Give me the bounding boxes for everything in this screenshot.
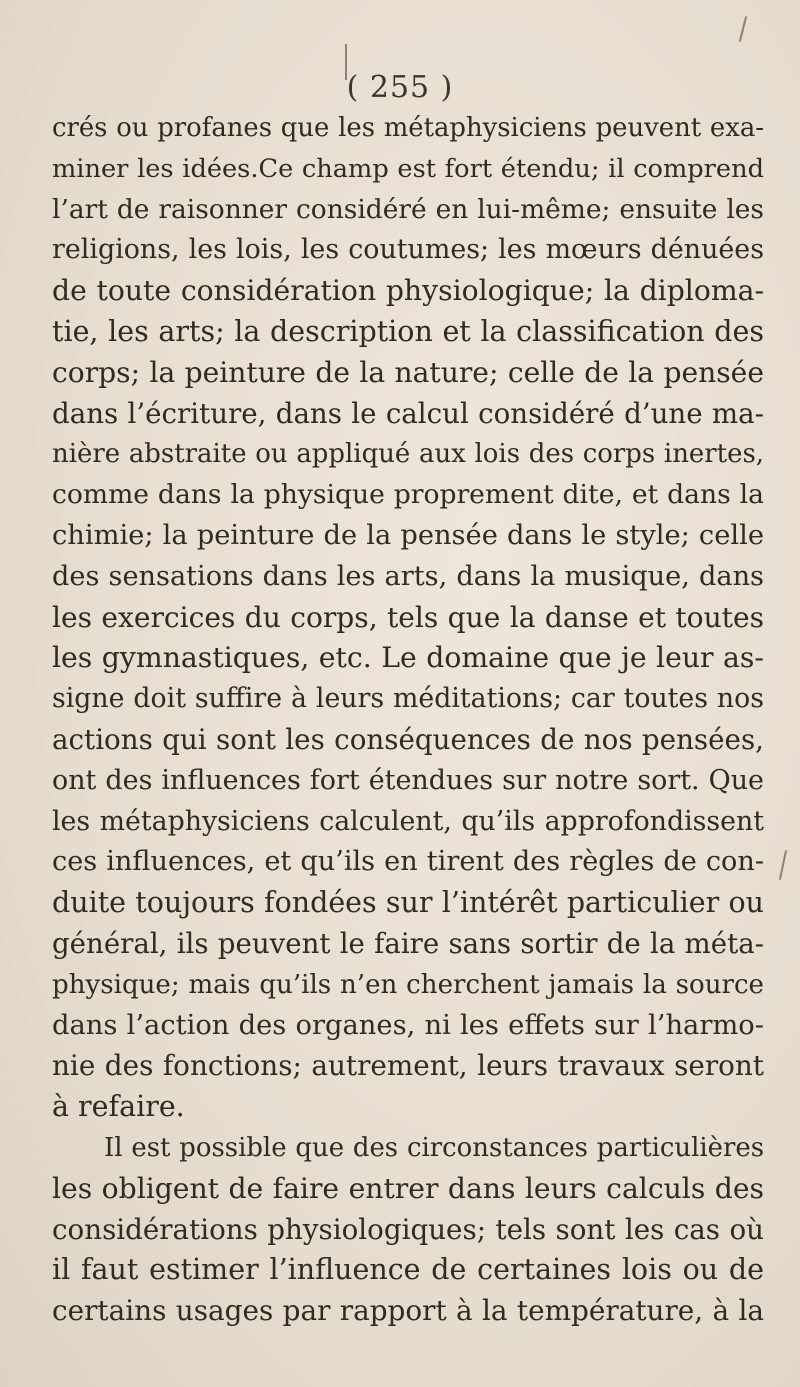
text-line: physique; mais qu’ils n’en cherchent jamais la source xyxy=(52,969,764,1000)
text-line: les obligent de faire entrer dans leurs calculs des xyxy=(52,1171,764,1205)
body-text xyxy=(52,108,764,1332)
text-line-paragraph-start: Il est possible que des circonstances particulières xyxy=(104,1132,764,1163)
text-line: comme dans la physique proprement dite, et dans la xyxy=(52,479,764,511)
text-line: des sensations dans les arts, dans la musique, dans xyxy=(52,560,764,592)
text-line: les métaphysiciens calculent, qu’ils approfondissent xyxy=(52,805,764,837)
text-line: nière abstraite ou appliqué aux lois des corps inertes, xyxy=(52,439,764,470)
text-line: dans l’écriture, dans le calcul considéré d’une ma- xyxy=(52,396,764,430)
page-number: ( 255 ) xyxy=(346,70,454,105)
text-line: miner les idées.Ce champ est fort étendu; il comprend xyxy=(52,153,764,184)
text-line: l’art de raisonner considéré en lui-même; ensuite les xyxy=(52,193,764,225)
text-line: ces influences, et qu’ils en tirent des règles de con- xyxy=(52,846,764,878)
text-line: actions qui sont les conséquences de nos pensées, xyxy=(52,722,764,756)
text-line: considérations physiologiques; tels sont les cas où xyxy=(52,1212,764,1246)
text-line: il faut estimer l’influence de certaines lois ou de xyxy=(52,1253,764,1287)
text-line: chimie; la peinture de la pensée dans le style; celle xyxy=(52,519,764,551)
text-line: crés ou profanes que les métaphysiciens peuvent exa- xyxy=(52,113,764,143)
margin-mark-side xyxy=(779,850,787,880)
text-line: signe doit suffire à leurs méditations; car toutes nos xyxy=(52,683,764,715)
text-line: duite toujours fondées sur l’intérêt particulier ou xyxy=(52,886,764,920)
text-line: tie, les arts; la description et la classification des xyxy=(52,314,764,348)
text-line: général, ils peuvent le faire sans sortir de la méta- xyxy=(52,926,764,960)
text-line: ont des influences fort étendues sur notre sort. Que xyxy=(52,764,764,796)
text-line: de toute considération physiologique; la diploma- xyxy=(52,274,764,308)
text-line: dans l’action des organes, ni les effets sur l’harmo- xyxy=(52,1009,764,1041)
margin-mark-right xyxy=(739,16,747,42)
text-line: certains usages par rapport à la température, à la xyxy=(52,1294,764,1328)
text-line-paragraph-end: à refaire. xyxy=(52,1090,185,1124)
text-line: les exercices du corps, tels que la danse et toutes xyxy=(52,600,764,634)
text-line: corps; la peinture de la nature; celle de la pensée xyxy=(52,355,764,389)
text-line: religions, les lois, les coutumes; les mœurs dénuées xyxy=(52,234,764,266)
text-line: nie des fonctions; autrement, leurs travaux seront xyxy=(52,1049,764,1083)
text-line: les gymnastiques, etc. Le domaine que je leur as- xyxy=(52,641,764,675)
